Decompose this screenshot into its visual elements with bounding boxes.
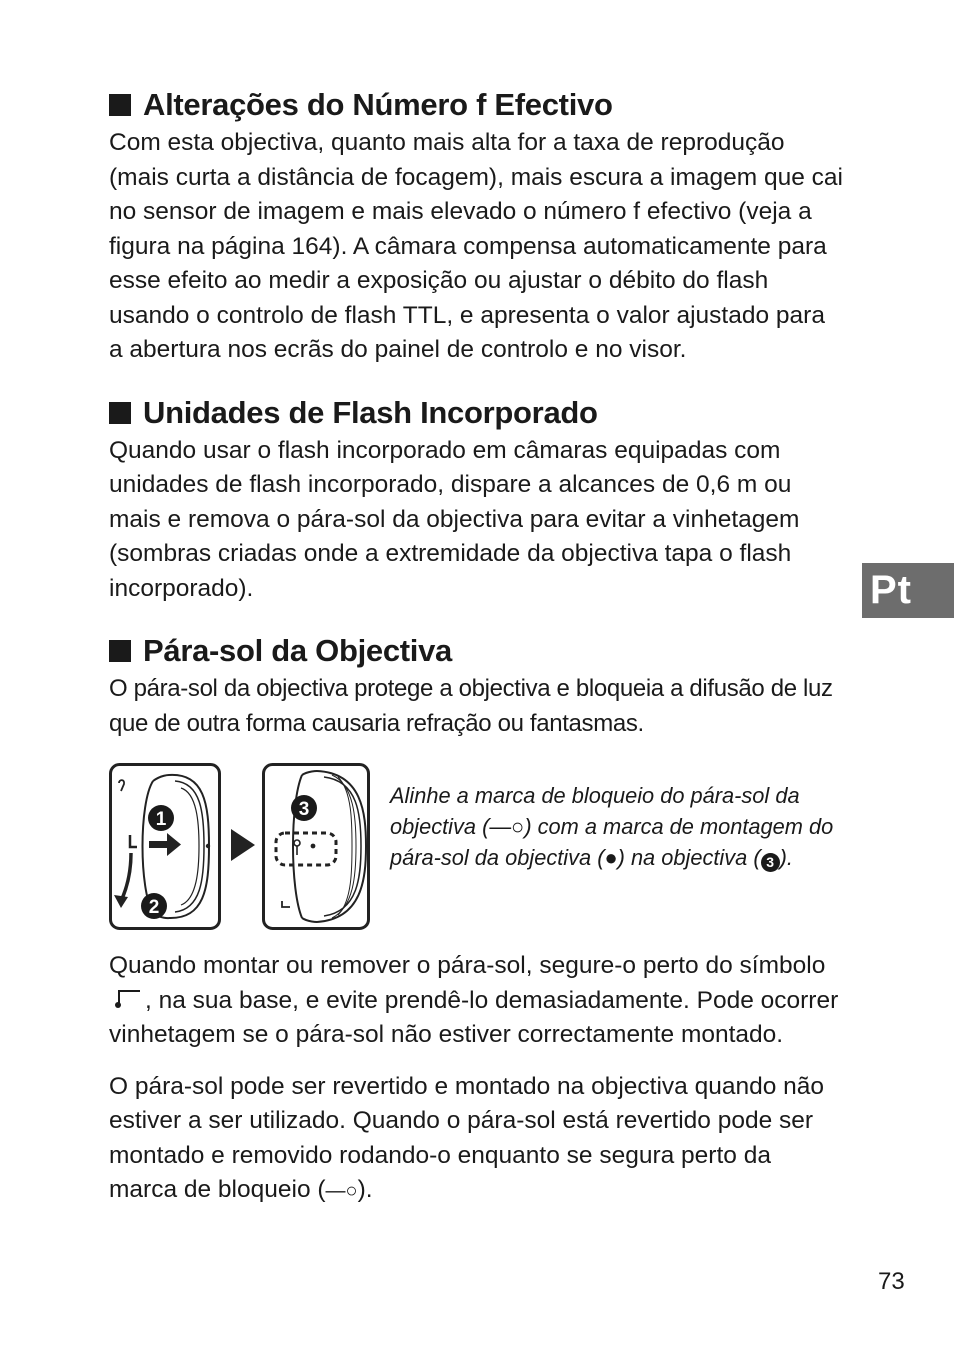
paragraph-text: ).: [357, 1176, 373, 1203]
heading-square-icon: [109, 94, 131, 116]
lock-mark-symbol: —○: [489, 814, 525, 839]
step-2-label: 2: [148, 897, 160, 918]
heading-square-icon: [109, 640, 131, 662]
heading-text: Pára-sol da Objectiva: [143, 633, 452, 668]
caption-text: ).: [779, 845, 793, 870]
section-body-effective-f-number: Com esta objectiva, quanto mais alta for a taxa de reprodução (mais curta a distância de focagem), mais escura a imagem que cai no sensor de imagem e mais elevado o número f efectivo (veja a figura na página 164). A câmara compensa automaticamente para esse efeito ao medir a exposição ou ajustar o débito do flash usando o controlo de flash TTL, e apresenta o valor ajustado para a abertura nos ecrãs do painel de controlo e no visor.: [109, 129, 843, 363]
section-heading-effective-f-number: [109, 86, 844, 124]
page-content: [109, 86, 844, 1209]
section-body-built-in-flash: Quando usar o flash incorporado em câmaras equipadas com unidades de flash incorporado, dispare a alcances de 0,6 m ou mais e remova o pára-sol da objectiva para evitar a vinhetagem (sombras criadas onde a extremidade da objectiva tapa o flash incorporado).: [109, 436, 800, 602]
paragraph-text: Quando montar ou remover o pára-sol, segure-o perto do símbolo: [109, 952, 826, 979]
heading-square-icon: [109, 402, 131, 424]
heading-text: Alterações do Número f Efectivo: [143, 87, 613, 122]
caption-text: Alinhe a marca de bloqueio do pára-sol da objectiva (: [390, 783, 800, 839]
caption-text: ) na objectiva (: [617, 845, 761, 870]
page-number: 73: [878, 1268, 905, 1295]
grip-symbol-icon: [115, 988, 141, 1008]
caption-text: ) com a marca de montagem do pára-sol da objectiva (: [390, 814, 834, 870]
paragraph-mount-hood: [109, 949, 844, 1053]
section-body-lens-hood: O pára-sol da objectiva protege a objectiva e bloqueia a difusão de luz que de outra forma causaria refração ou fantasmas.: [109, 675, 833, 737]
step-3-reference: 3: [761, 853, 780, 872]
section-heading-lens-hood: [109, 632, 844, 670]
paragraph-text: , na sua base, e evite prendê-lo demasiadamente. Pode ocorrer vinhetagem se o pára-sol não estiver correctamente montado.: [109, 986, 839, 1048]
figure-caption: [390, 780, 850, 873]
heading-text: Unidades de Flash Incorporado: [143, 394, 598, 430]
step-1-label: 1: [155, 809, 167, 830]
paragraph-text: O pára-sol pode ser revertido e montado na objectiva quando não estiver a ser utilizado. Quando o pára-sol está revertido pode ser montado e removido rodando-o enquanto se segura perto da marca de bloqueio (: [109, 1072, 825, 1203]
mount-mark-symbol: ●: [604, 845, 618, 870]
paragraph-reverse-hood: [109, 1070, 844, 1209]
hood-attach-illustration: [109, 763, 221, 930]
lock-mark-symbol: —○: [325, 1180, 358, 1202]
lens-hood-figure: [109, 763, 844, 933]
section-heading-built-in-flash: [109, 394, 844, 432]
next-step-arrow-icon: [229, 827, 257, 863]
language-tab: Pt: [862, 563, 954, 618]
step-3-label: 3: [298, 799, 310, 820]
hood-mounted-illustration: [262, 763, 370, 930]
